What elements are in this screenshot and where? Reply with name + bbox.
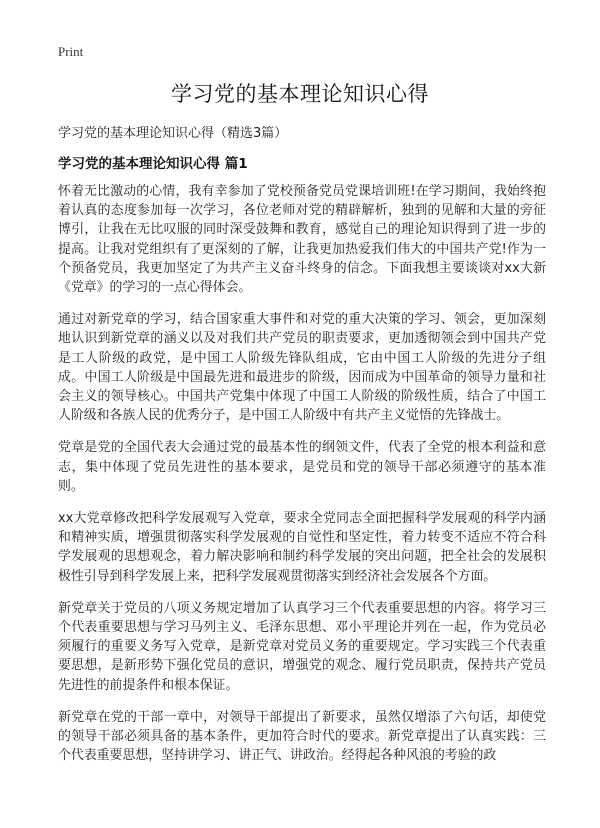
body-paragraph: xx大党章修改把科学发展观写入党章，要求全党同志全面把握科学发展观的科学内涵和精神实质，增强贯彻落实科学发展观的自觉性和坚定性，着力转变不适应不符合科学发展观的思想观念，着力解决影响和制约科学发展的突出问题，把全社会的发展积极性引导到科学发展上来，把科学发展观贯彻落实到经济社会发展各个方面。 [58,511,546,584]
body-paragraph: 党章是党的全国代表大会通过党的最基本性的纲领文件，代表了全党的根本利益和意志，集中体现了党员先进性的基本要求，是党员和党的领导干部必须遵守的基本准则。 [58,440,546,494]
body-paragraph: 新党章在党的干部一章中，对领导干部提出了新要求，虽然仅增添了六句话，却使党的领导干部必须具备的基本条件，更加符合时代的要求。新党章提出了认真实践：三个代表重要思想，坚持讲学习、讲正气、讲政治。经得起各种风浪的考验的政 [58,709,546,764]
document-body [58,182,546,778]
section-heading: 学习党的基本理论知识心得 篇1 [58,156,248,172]
body-paragraph: 怀着无比激动的心情，我有幸参加了党校预备党员党课培训班!在学习期间，我始终抱着认真的态度参加每一次学习，各位老师对党的精辟解析，独到的见解和大量的旁征博引，让我在无比叹服的同时深受鼓舞和教育，感觉自己的理论知识得到了进一步的提高。让我对党组织有了更深刻的了解，让我更加热爱我们伟大的中国共产党!作为一个预备党员，我更加坚定了为共产主义奋斗终身的信念。下面我想主要谈谈对xx大新《党章》的学习的一点心得体会。 [58,184,546,296]
body-paragraph: 通过对新党章的学习，结合国家重大事件和对党的重大决策的学习、领会，更加深刻地认识到新党章的涵义以及对我们共产党员的职责要求，更加透彻领会到中国共产党是工人阶级的政党，是中国工人阶级先锋队组成，它由中国工人阶级的先进分子组成。中国工人阶级是中国最先进和最进步的阶级，因而成为中国革命的领导力量和社会主义的领导核心。中国共产党集中体现了中国工人阶级的阶级性质，结合了中国工人阶级和各族人民的优秀分子，是中国工人阶级中有共产主义觉悟的先锋战士。 [58,312,546,424]
document-subtitle: 学习党的基本理论知识心得（精选3篇） [58,126,288,141]
document-title: 学习党的基本理论知识心得 [171,82,429,106]
body-paragraph: 新党章关于党员的八项义务规定增加了认真学习三个代表重要思想的内容。将学习三个代表重要思想与学习马列主义、毛泽东思想、邓小平理论并列在一起，作为党员必须履行的重要义务写入党章，是新党章对党员义务的重要规定。学习实践三个代表重要思想，是新形势下强化党员的意识，增强党的观念、履行党员职责，保持共产党员先进性的前提条件和根本保证。 [58,600,546,693]
print-link[interactable]: Print [58,44,84,59]
